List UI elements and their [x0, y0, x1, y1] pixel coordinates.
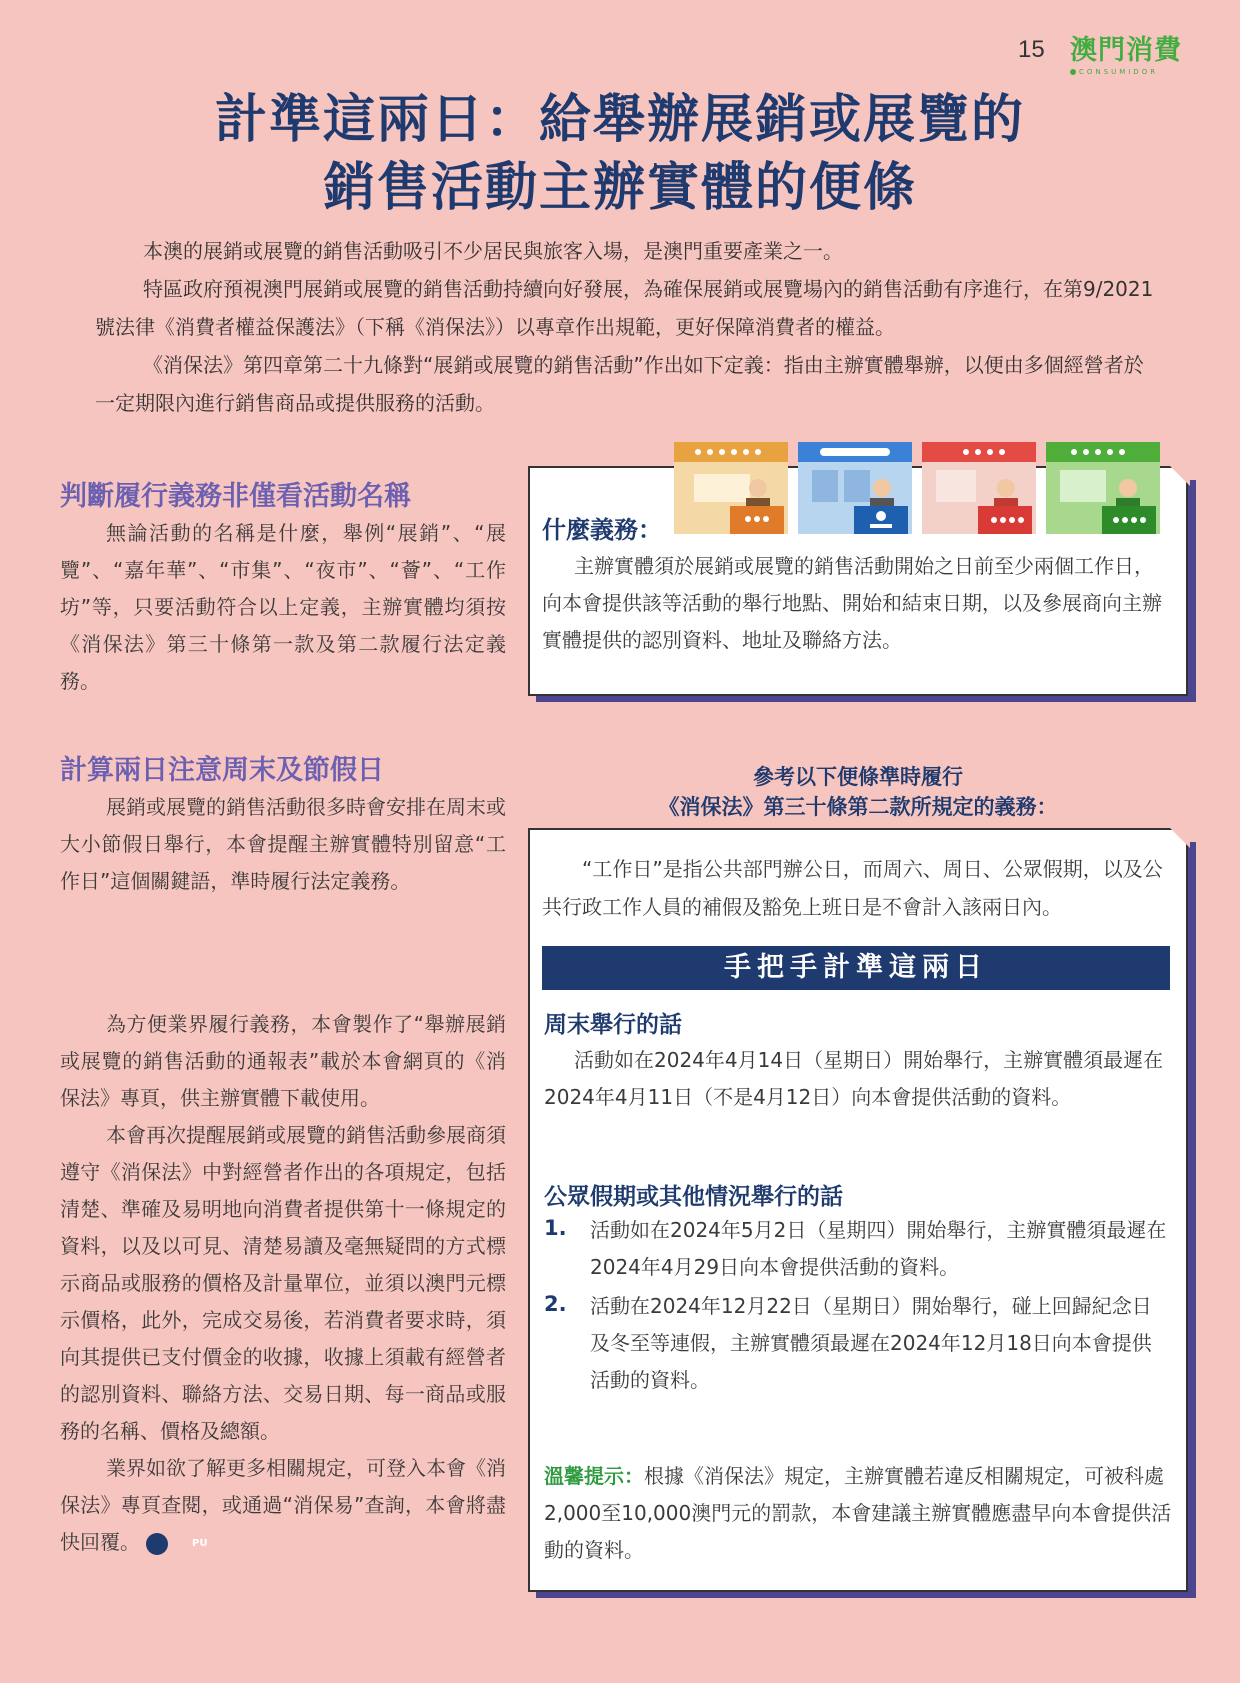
booth-icon [674, 442, 788, 534]
page-title-line2: 銷售活動主辦實體的便條 [322, 158, 917, 218]
page-title [120, 86, 1120, 222]
weekend-subtitle: 周末舉行的話 [544, 1012, 682, 1038]
intro-paragraph: 特區政府預視澳門展銷或展覽的銷售活動持續向好發展，為確保展銷或展覽場內的銷售活動有序進行，在第9/2021號法律《消費者權益保護法》（下稱《消保法》）以專章作出規範，更好保障消費者的權益。 [95, 277, 1154, 339]
reference-line1: 參考以下便條準時履行 [753, 765, 963, 789]
intro-section [95, 232, 1155, 422]
list-number: 2. [544, 1292, 567, 1316]
box-corner-notch [1168, 826, 1190, 848]
section-title-activity-name: 判斷履行義務非僅看活動名稱 [60, 481, 411, 512]
section-paragraph: 為方便業界履行義務，本會製作了“舉辦展銷或展覽的銷售活動的通報表”載於本會網頁的《消保法》專頁，供主辦實體下載使用。 [60, 1012, 506, 1110]
holiday-subtitle: 公眾假期或其他情況舉行的話 [544, 1184, 843, 1210]
brand-sub-text: CONSUMIDOR [1079, 68, 1159, 76]
brand-name: 澳門消費 [1070, 35, 1182, 66]
booth-icon [1046, 442, 1160, 534]
obligation-text: 主辦實體須於展銷或展覽的銷售活動開始之日前至少兩個工作日，向本會提供該等活動的舉行地點、開始和結束日期，以及參展商向主辦實體提供的認別資料、地址及聯絡方法。 [542, 554, 1162, 652]
workday-definition: “工作日”是指公共部門辦公日，而周六、周日、公眾假期，以及公共行政工作人員的補假及豁免上班日是不會計入該兩日內。 [542, 857, 1163, 919]
page-title-line1: 計準這兩日：給舉辦展銷或展覽的 [214, 90, 1025, 150]
intro-paragraph: 《消保法》第四章第二十九條對“展銷或展覽的銷售活動”作出如下定義：指由主辦實體舉辦，以便由多個經營者於一定期限內進行銷售商品或提供服務的活動。 [95, 353, 1144, 415]
section-paragraph: 展銷或展覽的銷售活動很多時會安排在周末或大小節假日舉行，本會提醒主辦實體特別留意“工作日”這個關鍵語，準時履行法定義務。 [60, 795, 506, 893]
booth-icon [922, 442, 1036, 534]
section-paragraph: 無論活動的名稱是什麼，舉例“展銷”、“展覽”、“嘉年華”、“市集”、“夜市”、“薈”、“工作坊”等，只要活動符合以上定義，主辦實體均須按《消保法》第三十條第一款及第二款履行法定義務。 [60, 521, 506, 693]
guide-banner: 手把手計準這兩日 [542, 946, 1170, 990]
section-title-weekend: 計算兩日注意周末及節假日 [60, 755, 384, 786]
obligation-title: 什麼義務： [542, 516, 662, 544]
section-text-weekend [60, 789, 506, 900]
booth-icon [798, 442, 912, 534]
list-number: 1. [544, 1216, 567, 1240]
intro-paragraph: 本澳的展銷或展覽的銷售活動吸引不少居民與旅客入場，是澳門重要產業之一。 [143, 239, 843, 263]
section-text-more [60, 1006, 506, 1561]
warm-tip-text: 根據《消保法》規定，主辦實體若違反相關規定，可被科處2,000至10,000澳門元的罰款，本會建議主辦實體應盡早向本會提供活動的資料。 [544, 1464, 1172, 1562]
page-number: 15 [1018, 36, 1045, 63]
reference-note [528, 762, 1188, 822]
box-corner-notch [1168, 464, 1190, 486]
section-paragraph [60, 1450, 506, 1561]
list-text: 活動如在2024年5月2日（星期四）開始舉行，主辦實體須最遲在2024年4月29日向本會提供活動的資料。 [590, 1218, 1167, 1279]
warm-tip [544, 1458, 1172, 1569]
brand-subtitle [1070, 68, 1188, 76]
warm-tip-label: 溫馨提示： [544, 1464, 644, 1488]
list-item [544, 1212, 1174, 1292]
brand-dot-icon [1070, 69, 1076, 75]
reference-line2: 《消保法》第三十條第二款所規定的義務： [658, 795, 1058, 819]
weekend-text: 活動如在2024年4月14日（星期日）開始舉行，主辦實體須最遲在2024年4月11日（不是4月12日）向本會提供活動的資料。 [544, 1048, 1164, 1109]
brand-logo [1070, 36, 1188, 76]
booth-illustration [672, 440, 1166, 536]
section-paragraph: 本會再次提醒展銷或展覽的銷售活動參展商須遵守《消保法》中對經營者作出的各項規定，包括清楚、準確及易明地向消費者提供第十一條規定的資料，以及以可見、清楚易讀及毫無疑問的方式標示商品或服務的價格及計量單位，並須以澳門元標示價格，此外，完成交易後，若消費者要求時，須向其提供已支付價金的收據，收據上須載有經營者的認別資料、聯絡方法、交易日期、每一商品或服務的名稱、價格及總額。 [60, 1123, 506, 1443]
list-item [544, 1288, 1174, 1404]
closing-text: 業界如欲了解更多相關規定，可登入本會《消保法》專頁查閱，或通過“消保易”查詢，本會將盡快回覆。 [60, 1456, 506, 1554]
list-text: 活動在2024年12月22日（星期日）開始舉行，碰上回歸紀念日及冬至等連假，主辦實體須最遲在2024年12月18日向本會提供活動的資料。 [590, 1294, 1152, 1392]
section-text-activity-name [60, 515, 506, 700]
pu-badge-icon: PU [146, 1533, 168, 1555]
